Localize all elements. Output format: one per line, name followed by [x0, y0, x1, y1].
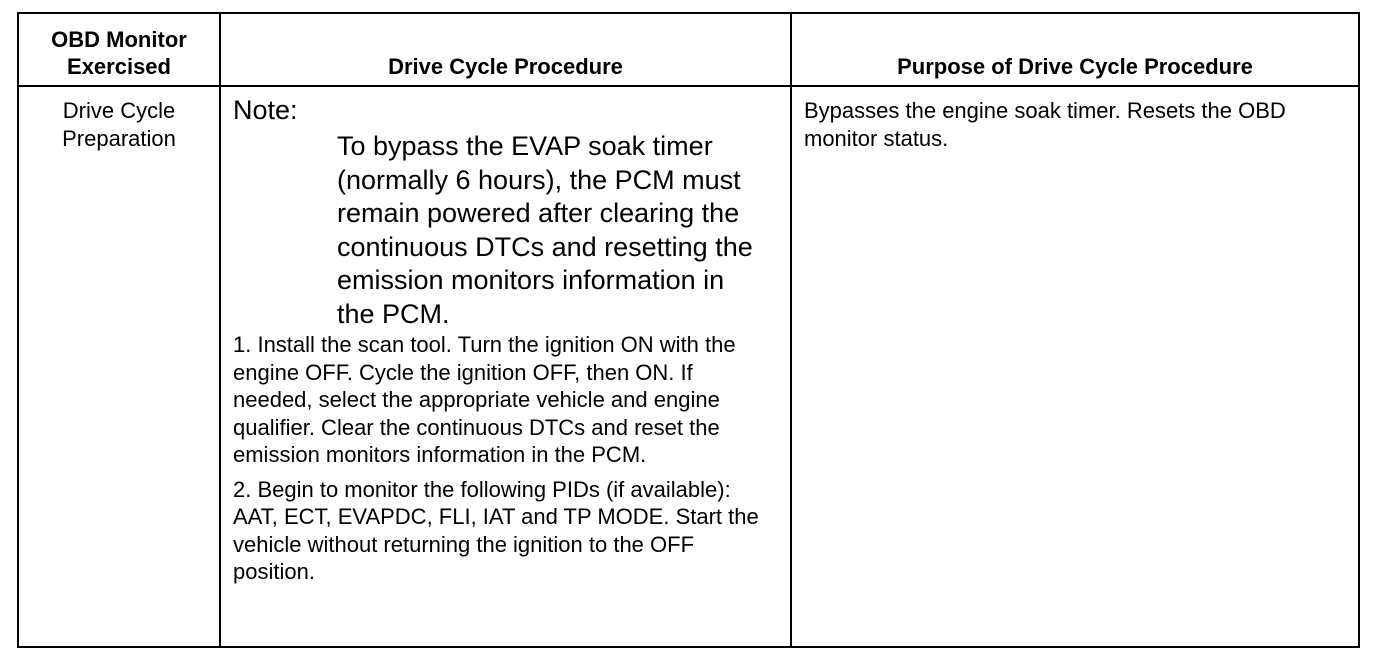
- note-text: To bypass the EVAP soak timer (normally 6 hours), the PCM must remain powered after clearing the continuous DTCs and resetting the emission monitors information in the PCM.: [337, 131, 753, 329]
- note-label: Note:: [233, 95, 298, 125]
- procedure-cell: [220, 86, 791, 647]
- header-purpose: Purpose of Drive Cycle Procedure: [791, 13, 1359, 86]
- procedure-step-1: 1. Install the scan tool. Turn the ignition ON with the engine OFF. Cycle the ignition OFF, then ON. If needed, select the appropriate vehicle and engine qualifier. Clear the continuous DTCs and reset the emission monitors information in the PCM.: [233, 332, 736, 467]
- purpose-cell: [791, 86, 1359, 647]
- purpose-text: Bypasses the engine soak timer. Resets the OBD monitor status.: [804, 98, 1286, 151]
- table-row: [18, 86, 1359, 647]
- procedure-step-2: 2. Begin to monitor the following PIDs (if available): AAT, ECT, EVAPDC, FLI, IAT and TP MODE. Start the vehicle without returning the ignition to the OFF position.: [233, 476, 759, 584]
- header-drive-cycle-procedure: Drive Cycle Procedure: [220, 13, 791, 86]
- monitor-cell: [18, 86, 220, 647]
- drive-cycle-table: [17, 12, 1360, 648]
- monitor-name: Drive Cycle Preparation: [62, 98, 176, 151]
- header-obd-monitor: [18, 13, 220, 86]
- header-obd-monitor-text: OBD Monitor Exercised: [51, 27, 187, 79]
- header-row: [18, 13, 1359, 86]
